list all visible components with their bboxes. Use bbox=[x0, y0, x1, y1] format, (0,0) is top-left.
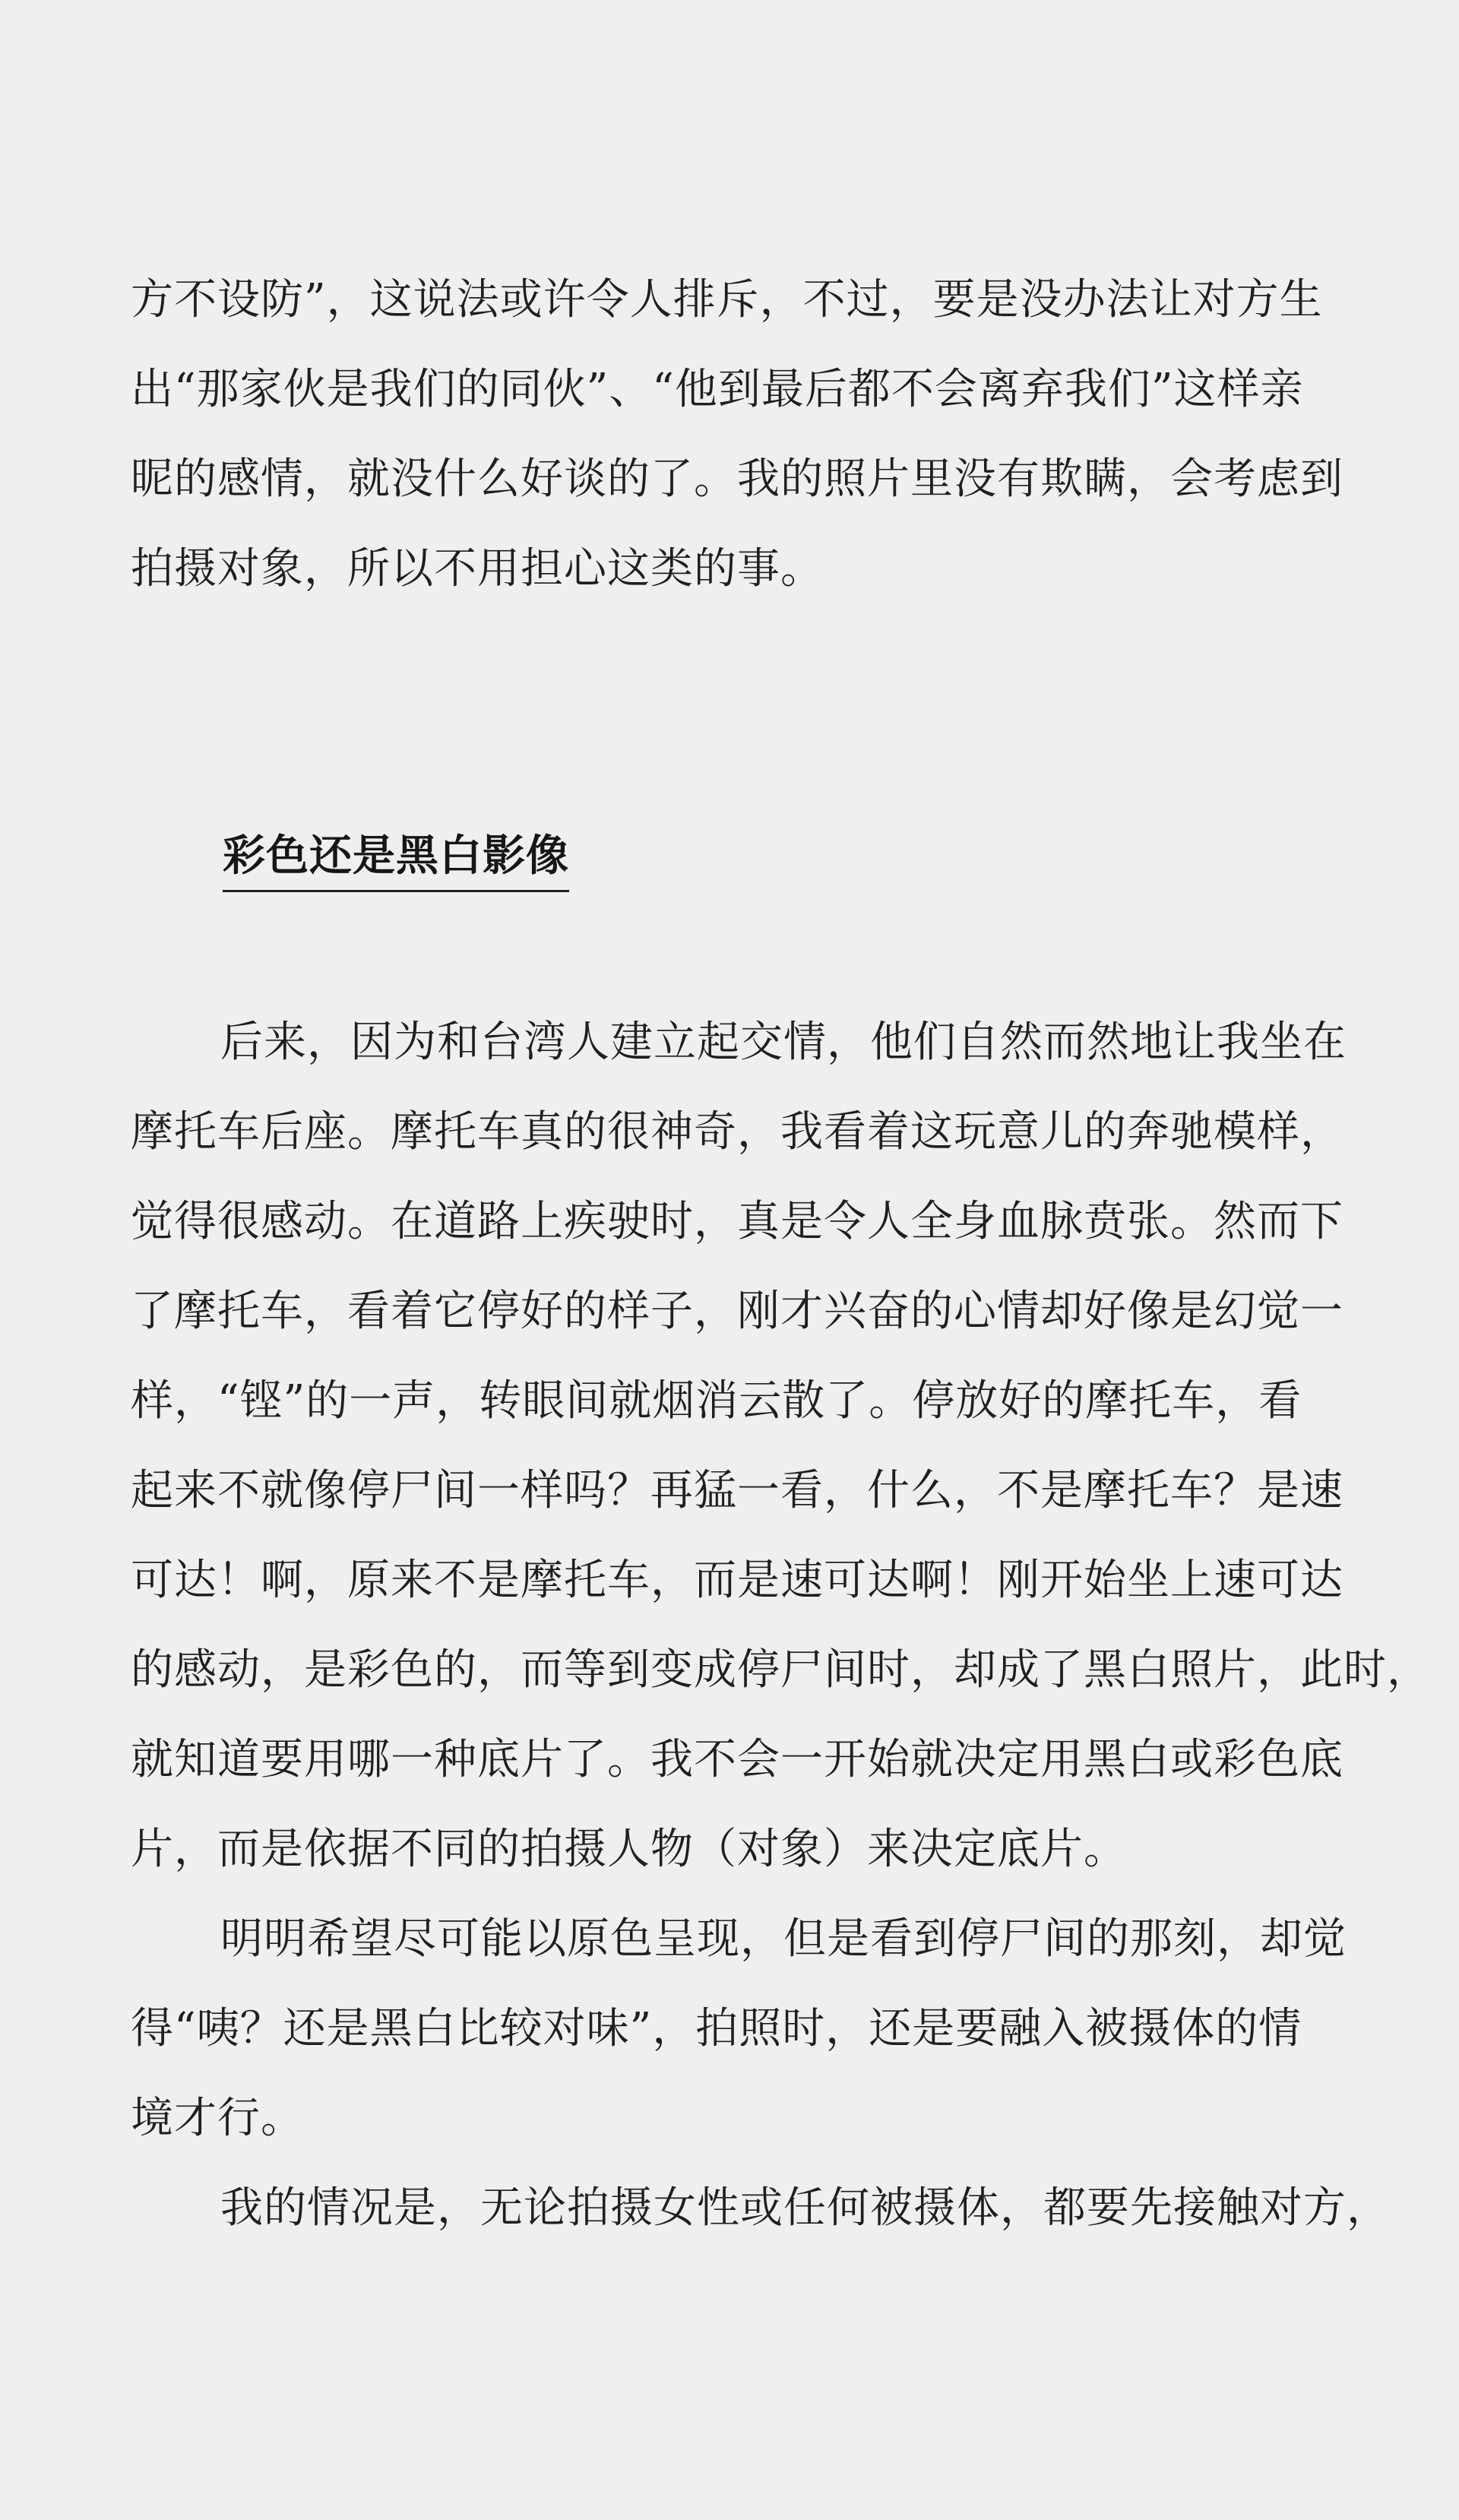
text-line: 觉得很感动。在道路上疾驶时，真是令人全身血脉贲张。然而下 bbox=[131, 1197, 1343, 1246]
text-line: 方不设防”，这说法或许令人排斥，不过，要是没办法让对方生 bbox=[131, 275, 1323, 324]
text-line: 片，而是依据不同的拍摄人物（对象）来决定底片。 bbox=[131, 1825, 1127, 1874]
text-line: 得“咦？还是黑白比较对味”，拍照时，还是要融入被摄体的情 bbox=[131, 2004, 1302, 2053]
text-line: 境才行。 bbox=[131, 2094, 304, 2143]
text-line: 起来不就像停尸间一样吗？再猛一看，什么，不是摩托车？是速 bbox=[131, 1466, 1343, 1515]
text-line: 拍摄对象，所以不用担心这类的事。 bbox=[131, 544, 824, 594]
text-line: 摩托车后座。摩托车真的很神奇，我看着这玩意儿的奔驰模样， bbox=[131, 1107, 1343, 1157]
text-line: 我的情况是，无论拍摄女性或任何被摄体，都要先接触对方， bbox=[220, 2183, 1390, 2233]
text-line: 后来，因为和台湾人建立起交情，他们自然而然地让我坐在 bbox=[220, 1018, 1347, 1067]
text-line: 的感动，是彩色的，而等到变成停尸间时，却成了黑白照片，此时， bbox=[131, 1645, 1430, 1695]
text-line: 样，“铿”的一声，转眼间就烟消云散了。停放好的摩托车，看 bbox=[131, 1376, 1302, 1426]
text-line: 了摩托车，看着它停好的样子，刚才兴奋的心情却好像是幻觉一 bbox=[131, 1287, 1343, 1336]
text-line: 可达！啊，原来不是摩托车，而是速可达啊！刚开始坐上速可达 bbox=[131, 1556, 1343, 1605]
text-line: 昵的感情，就没什么好谈的了。我的照片里没有欺瞒，会考虑到 bbox=[131, 454, 1343, 504]
section-heading: 彩色还是黑白影像 bbox=[223, 825, 569, 892]
text-line: 明明希望尽可能以原色呈现，但是看到停尸间的那刻，却觉 bbox=[220, 1914, 1347, 1964]
text-line: 出“那家伙是我们的同伙”、“他到最后都不会离弃我们”这样亲 bbox=[131, 365, 1304, 414]
text-line: 就知道要用哪一种底片了。我不会一开始就决定用黑白或彩色底 bbox=[131, 1735, 1343, 1784]
